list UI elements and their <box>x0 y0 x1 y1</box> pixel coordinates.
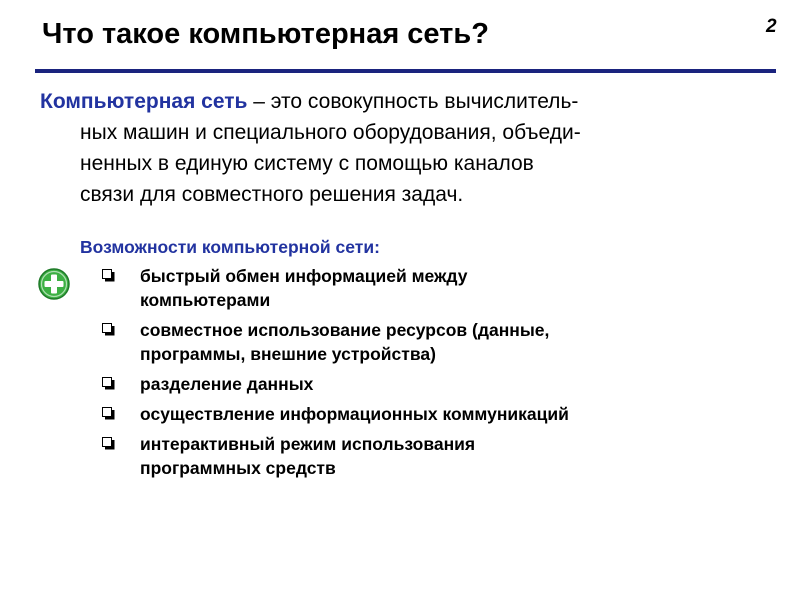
list-item <box>100 372 720 396</box>
definition-line: ненных в единую систему с помощью каналов <box>80 152 534 175</box>
list-item <box>100 318 720 366</box>
capabilities-heading: Возможности компьютерной сети: <box>80 237 380 257</box>
plus-circle-icon <box>38 268 70 300</box>
definition-text: – это совокупность вычислитель- <box>247 90 579 113</box>
title-divider <box>35 69 776 73</box>
list-item <box>100 402 720 426</box>
page-number: 2 <box>766 16 777 37</box>
definition-line: связи для совместного решения задач. <box>80 183 464 206</box>
list-item-text: компьютерами <box>140 290 271 310</box>
checkbox-square-icon <box>102 269 115 282</box>
list-item-text: быстрый обмен информацией между <box>140 266 468 286</box>
list-item-text: программы, внешние устройства) <box>140 344 436 364</box>
capabilities-list <box>100 264 720 486</box>
list-item-text: программных средств <box>140 458 336 478</box>
definition-line: ных машин и специального оборудования, объеди- <box>80 121 581 144</box>
definition-term: Компьютерная сеть <box>40 90 248 113</box>
definition-line <box>40 86 740 117</box>
definition-paragraph <box>40 86 740 210</box>
checkbox-square-icon <box>102 437 115 450</box>
list-item-text: осуществление информационных коммуникаций <box>140 404 569 424</box>
checkbox-square-icon <box>102 377 115 390</box>
slide-title: Что такое компьютерная сеть? <box>42 18 489 50</box>
list-item-text: интерактивный режим использования <box>140 434 476 454</box>
checkbox-square-icon <box>102 323 115 336</box>
list-item <box>100 264 720 312</box>
checkbox-square-icon <box>102 407 115 420</box>
list-item <box>100 432 720 480</box>
list-item-text: разделение данных <box>140 374 314 394</box>
list-item-text: совместное использование ресурсов (данные, <box>140 320 550 340</box>
